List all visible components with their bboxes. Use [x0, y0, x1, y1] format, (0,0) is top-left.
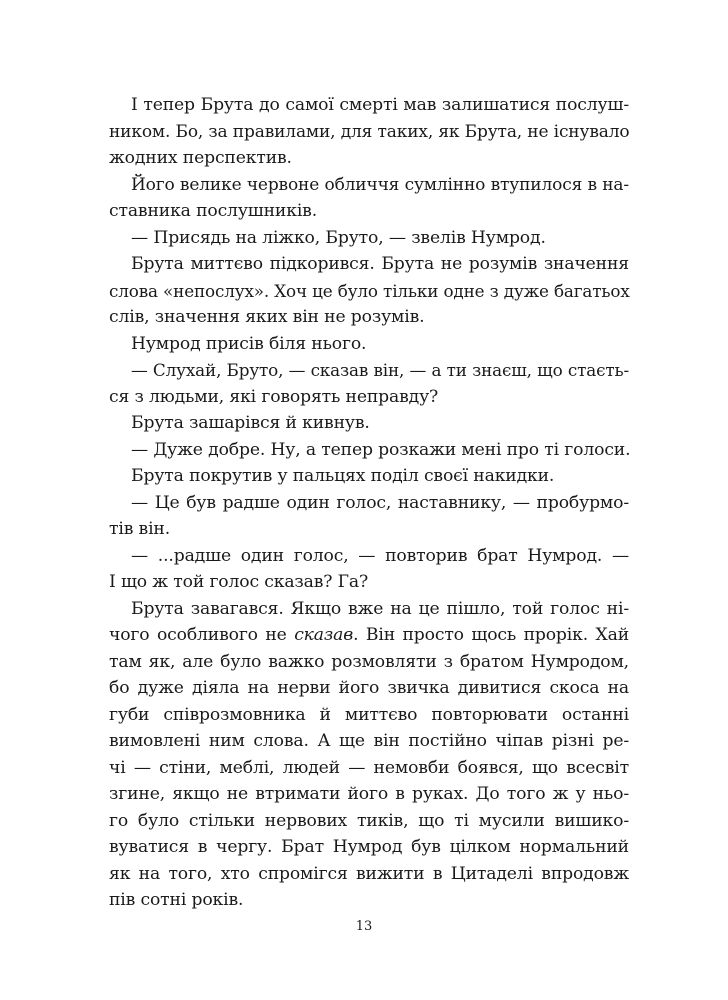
text-line: — Це був радше один голос, наставнику, — пробурмо-	[131, 492, 629, 513]
text-line: бо дуже діяла на нерви його звичка дивитися скоса на	[109, 678, 629, 698]
text-line: Брута миттєво підкорився. Брута не розумів значення	[131, 254, 629, 274]
text-line: Нумрод присів біля нього.	[131, 333, 367, 354]
text-line: ставника послушників.	[109, 201, 318, 221]
text-line: чого особливого не сказав. Він просто щось прорік. Хай	[109, 625, 630, 645]
text-line: — Дуже добре. Ну, а тепер розкажи мені про ті голоси.	[131, 439, 631, 460]
text-line: го було стільки нервових тиків, що ті мусили вишико-	[109, 810, 629, 831]
text-line: вимовлені ним слова. А ще він постійно чіпав різні ре-	[109, 731, 629, 751]
text-line: слова «непослух». Хоч це було тільки одне з дуже багатьох	[109, 280, 630, 301]
text-line: Брута зашарівся й кивнув.	[131, 413, 370, 433]
text-line: як на того, хто спромігся вижити в Цитаделі впродовж	[109, 863, 629, 884]
text-line: — Присядь на ліжко, Бруто, — звелів Нумрод.	[131, 227, 546, 248]
text-line: чі — стіни, меблі, людей — немовби боявся, що всесвіт	[109, 757, 629, 778]
text-line: вуватися в чергу. Брат Нумрод був цілком нормальний	[109, 837, 629, 857]
page-number: 13	[355, 919, 373, 934]
text-line: згине, якщо не втримати його в руках. До того ж у ньо-	[109, 784, 629, 804]
text-line: губи співрозмовника й миттєво повторювати останні	[109, 704, 629, 725]
text-line: пів сотні років.	[109, 890, 244, 910]
text-line: жодних перспектив.	[109, 148, 292, 168]
body-text	[109, 92, 629, 914]
text-line: слів, значення яких він не розумів.	[109, 307, 425, 327]
text-line: — ...радше один голос, — повторив брат Нумрод. —	[131, 545, 629, 566]
text-line: Брута завагався. Якщо вже на це пішло, той голос ні-	[131, 598, 629, 619]
text-line: Брута покрутив у пальцях поділ своєї накидки.	[131, 466, 555, 486]
text-line: ником. Бо, за правилами, для таких, як Брута, не існувало	[109, 121, 630, 142]
text-line: І тепер Брута до самої смерті мав залишатися послуш-	[131, 95, 629, 115]
text-line: — Слухай, Бруто, — сказав він, — а ти знаєш, що стаєть-	[131, 360, 629, 380]
text-line: ся з людьми, які говорять неправду?	[109, 386, 439, 407]
emphasis: сказав	[294, 625, 354, 645]
text-line: тів він.	[109, 519, 171, 539]
text-line: там як, але було важко розмовляти з братом Нумродом,	[109, 651, 629, 672]
text-line: Його велике червоне обличчя сумлінно втупилося в на-	[131, 174, 629, 195]
text-line: І що ж той голос сказав? Га?	[109, 572, 369, 592]
